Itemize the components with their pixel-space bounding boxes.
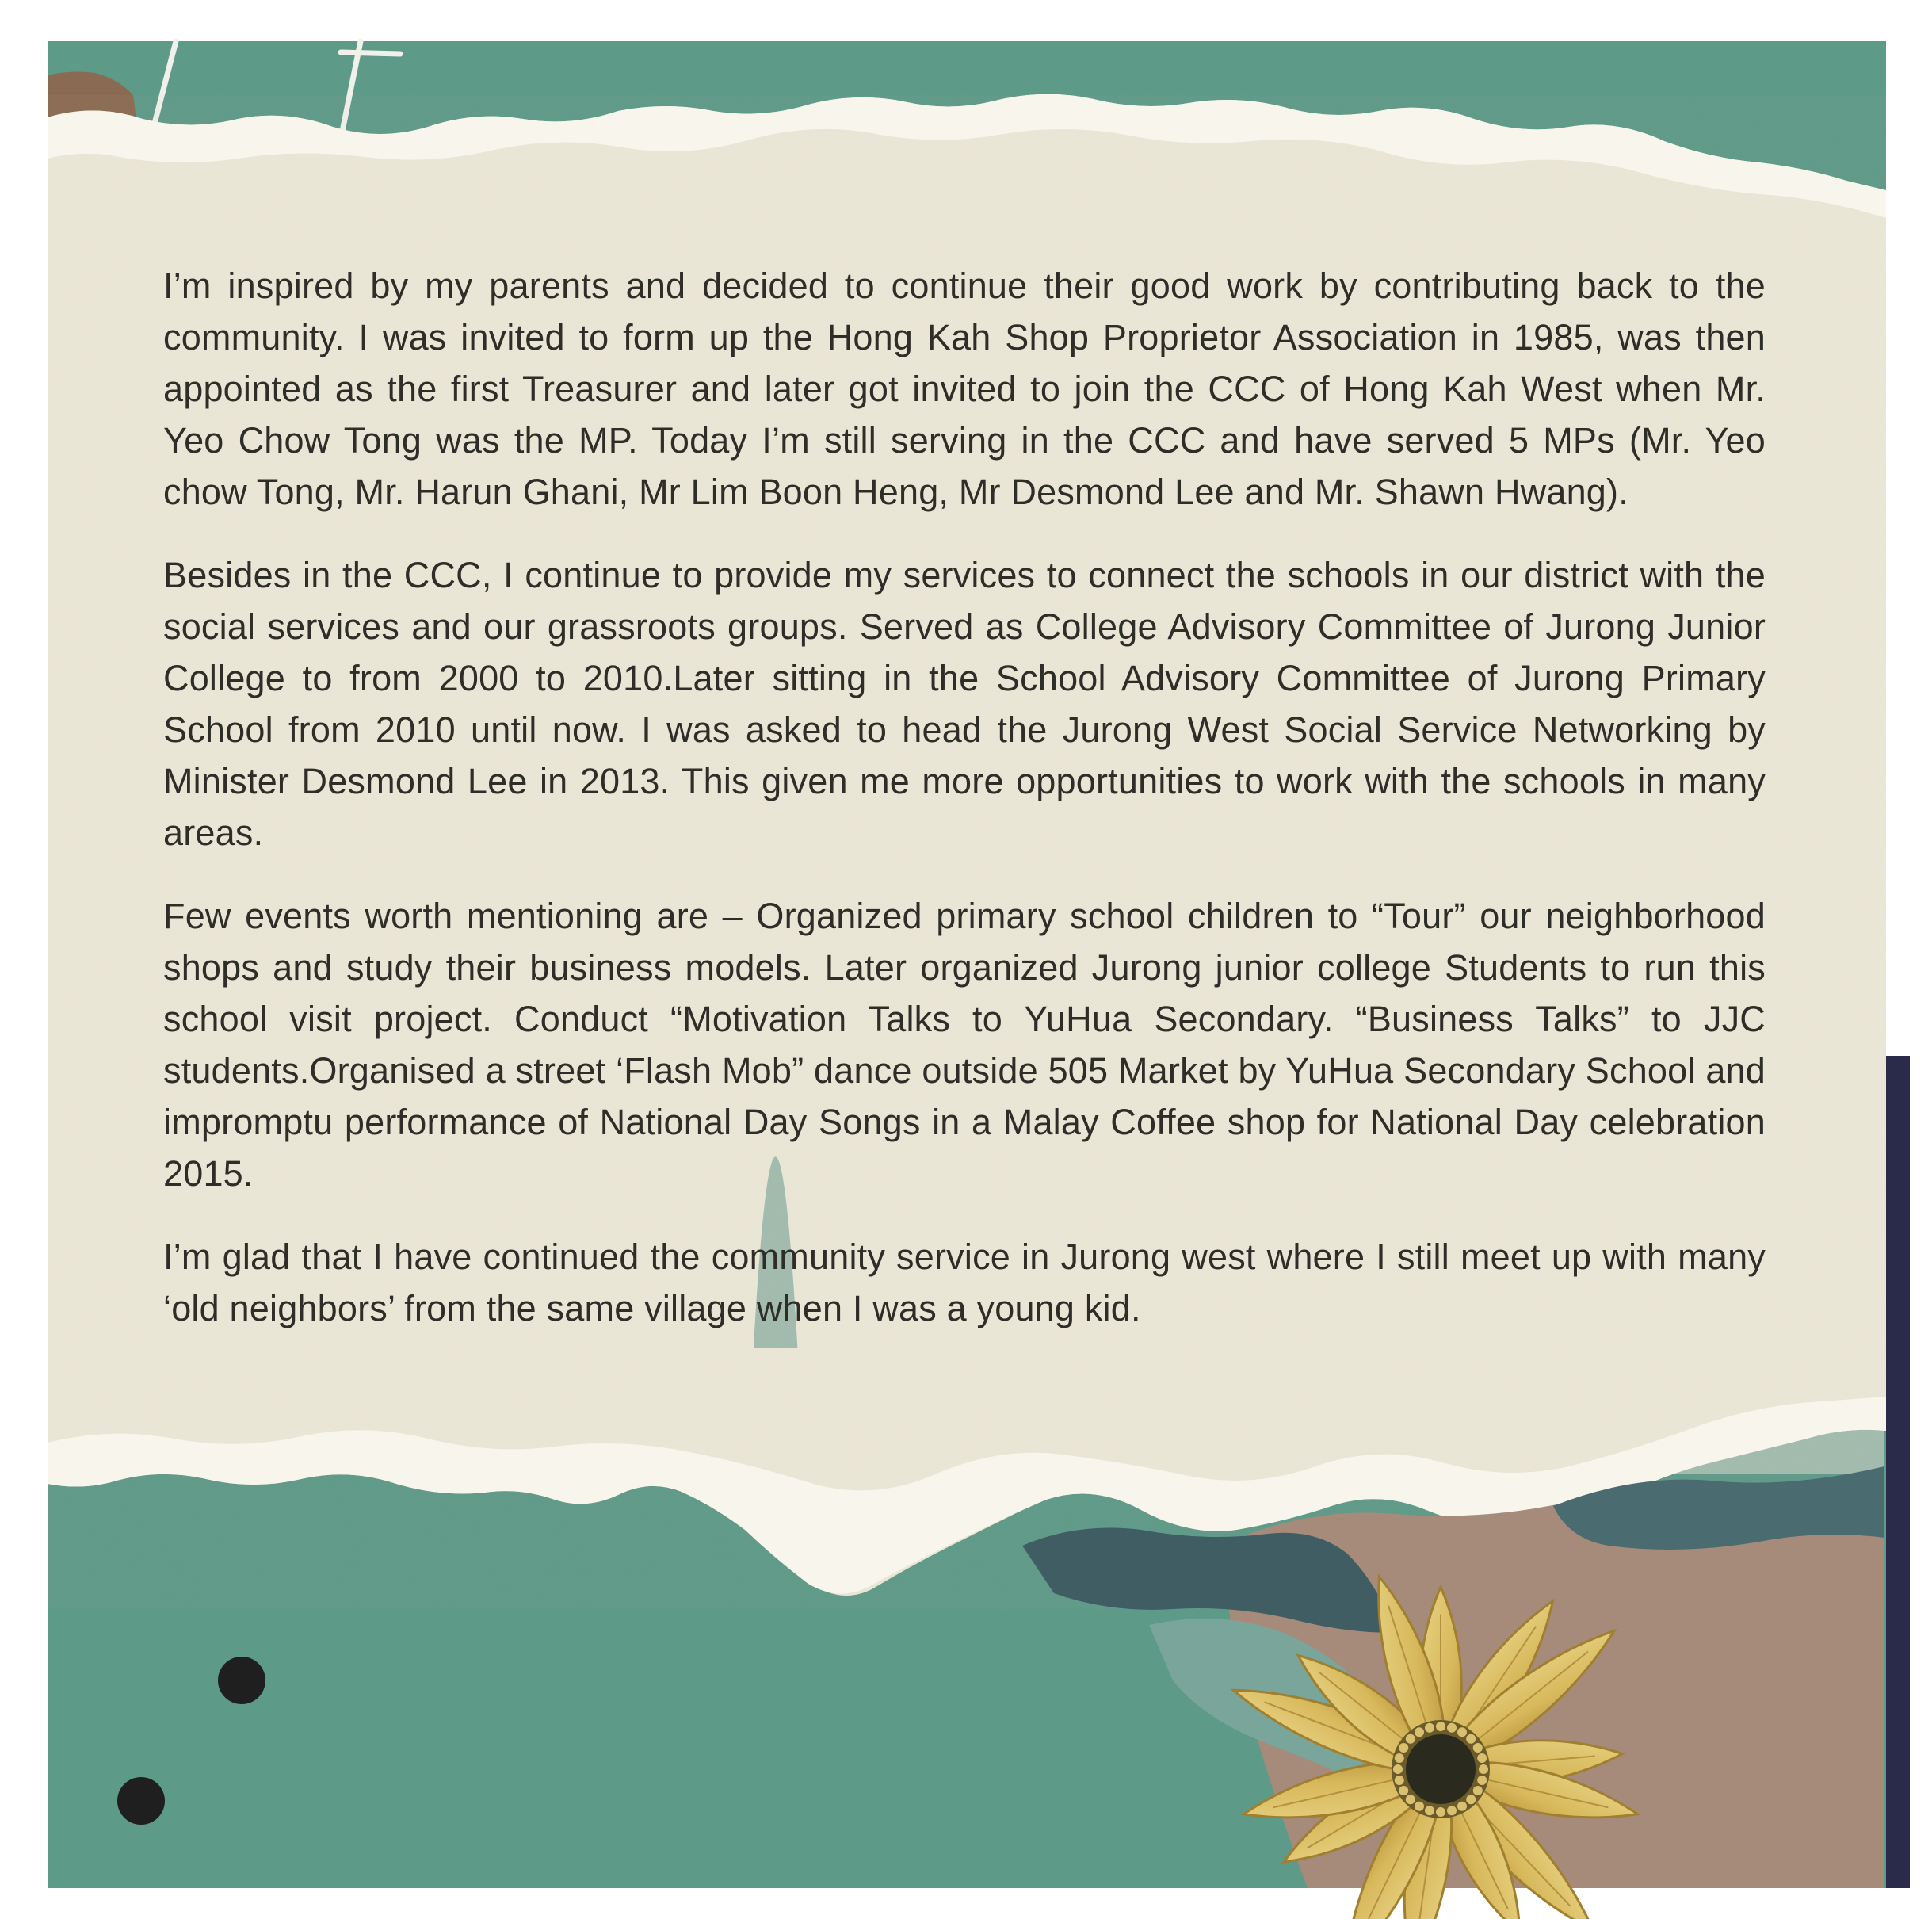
flower-stamen bbox=[1436, 1722, 1445, 1731]
flower-stamen bbox=[1447, 1806, 1457, 1815]
flower-stamen bbox=[1473, 1786, 1483, 1795]
flower-stamen bbox=[1393, 1764, 1403, 1774]
paragraph: I’m inspired by my parents and decided to continue their good work by contributing back to the community. I was invited to form up the Hong Kah Shop Proprietor Association in 1985, was then appointed as the first Treasurer and later got invited to join the CCC of Hong Kah West when Mr. Yeo Chow Tong was the MP. Today I’m still serving in the CCC and have served 5 MPs (Mr. Yeo chow Tong, Mr. Harun Ghani, Mr Lim Boon Heng, Mr Desmond Lee and Mr. Shawn Hwang). bbox=[163, 266, 1766, 512]
paragraph: Besides in the CCC, I continue to provide my services to connect the schools in our district with the social services and our grassroots groups. Served as College Advisory Committee of Jurong Junior College to from 2000 to 2010.Later sitting in the School Advisory Committee of Jurong Primary School from 2010 until now. I was asked to head the Jurong West Social Service Networking by Minister Desmond Lee in 2013. This given me more opportunities to work with the schools in many areas. bbox=[163, 555, 1766, 853]
flower-stamen bbox=[1436, 1807, 1445, 1817]
flower-stamen bbox=[1406, 1734, 1415, 1744]
flower-stamen bbox=[1425, 1806, 1434, 1815]
flower-stamen bbox=[1399, 1786, 1408, 1795]
flower-stamen bbox=[1395, 1776, 1404, 1785]
flower-stamen bbox=[1415, 1802, 1424, 1811]
flower-stamen bbox=[1466, 1795, 1476, 1804]
flower-stamen bbox=[1466, 1734, 1476, 1744]
paragraph: I’m glad that I have continued the community service in Jurong west where I still meet up with many ‘old neighbors’ from the same village when I was a young kid. bbox=[163, 1237, 1766, 1328]
flower-stamen bbox=[1477, 1753, 1487, 1763]
body-text bbox=[163, 260, 1766, 1366]
flower-stamen bbox=[1447, 1723, 1457, 1733]
flower-stamen bbox=[1457, 1802, 1467, 1811]
flower-stamen bbox=[1399, 1743, 1408, 1753]
flower-stamen bbox=[1473, 1743, 1483, 1753]
flower-stamen bbox=[1457, 1727, 1467, 1737]
flower-stamen bbox=[1425, 1723, 1434, 1733]
paragraph: Few events worth mentioning are – Organized primary school children to “Tour” our neighborhood shops and study their business models. Later organized Jurong junior college Students to run this school visit project. Conduct “Motivation Talks to YuHua Secondary. “Business Talks” to JJC students.Organised a street ‘Flash Mob” dance outside 505 Market by YuHua Secondary School and impromptu performance of National Day Songs in a Malay Coffee shop for National Day celebration 2015. bbox=[163, 896, 1766, 1194]
flower-stamen bbox=[1406, 1795, 1415, 1804]
navy-strip bbox=[1884, 1056, 1910, 1888]
black-dot-icon bbox=[218, 1657, 265, 1704]
flower-center bbox=[1406, 1734, 1476, 1804]
flower-stamen bbox=[1395, 1753, 1404, 1763]
flower-stamen bbox=[1477, 1776, 1487, 1785]
flower-stamen bbox=[1415, 1727, 1424, 1737]
flower-stamen bbox=[1479, 1764, 1488, 1774]
black-dot-icon bbox=[117, 1777, 165, 1825]
